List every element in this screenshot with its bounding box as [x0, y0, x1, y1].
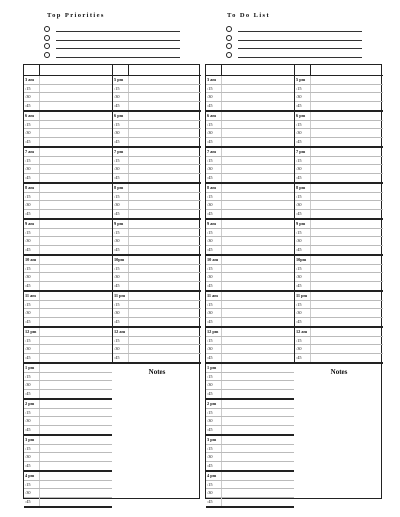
quarter-slot[interactable]: :45 [206, 462, 294, 471]
quarter-slot[interactable]: :45 [24, 390, 112, 399]
planner-column-morning [206, 65, 294, 508]
hour-block [206, 400, 294, 436]
quarter-slot[interactable]: :30 [24, 237, 112, 246]
checkbox-circle-icon[interactable] [44, 43, 50, 49]
quarter-slot[interactable]: :30 [295, 237, 383, 246]
quarter-slot[interactable]: :15 [24, 85, 112, 94]
quarter-slot[interactable]: :15 [113, 193, 201, 202]
quarter-slot[interactable]: :30 [113, 273, 201, 282]
quarter-slot[interactable]: :45 [24, 246, 112, 255]
hour-block [113, 76, 201, 112]
hour-label[interactable]: 9 am [206, 220, 294, 229]
quarter-slot[interactable]: :30 [206, 129, 294, 138]
hour-block [295, 256, 383, 292]
quarter-slot[interactable]: :15 [206, 85, 294, 94]
quarter-slot[interactable]: :30 [295, 93, 383, 102]
hour-block [206, 76, 294, 112]
hour-label[interactable]: 11 am [24, 292, 112, 301]
hour-label[interactable]: 4 pm [24, 472, 112, 481]
hour-label[interactable]: 10 am [206, 256, 294, 265]
hour-block [295, 220, 383, 256]
quarter-slot[interactable]: :15 [206, 265, 294, 274]
quarter-slot[interactable]: :15 [295, 193, 383, 202]
hour-label[interactable]: 6 am [24, 112, 112, 121]
hour-label[interactable]: 6 pm [113, 112, 201, 121]
column-header-band [295, 65, 383, 76]
quarter-slot[interactable]: :45 [24, 462, 112, 471]
hour-label[interactable]: 12 am [295, 328, 383, 337]
quarter-slot[interactable]: :30 [24, 381, 112, 390]
hour-block [113, 112, 201, 148]
hour-block [206, 184, 294, 220]
hour-label[interactable]: 8 am [206, 184, 294, 193]
hour-label[interactable]: 4 pm [206, 472, 294, 481]
hour-label[interactable]: 11 pm [295, 292, 383, 301]
quarter-slot[interactable]: :45 [206, 282, 294, 291]
hour-block [206, 328, 294, 364]
hour-block [295, 76, 383, 112]
quarter-slot[interactable]: :30 [206, 309, 294, 318]
quarter-slot[interactable]: :45 [113, 246, 201, 255]
quarter-slot[interactable]: :45 [24, 210, 112, 219]
hour-block [206, 112, 294, 148]
hour-label[interactable]: 7 pm [295, 148, 383, 157]
hour-label[interactable]: 3 pm [206, 436, 294, 445]
quarter-slot[interactable]: :30 [206, 165, 294, 174]
hour-block [295, 328, 383, 364]
hour-block [24, 292, 112, 328]
hour-label[interactable]: 11 pm [113, 292, 201, 301]
notes-title: Notes [148, 368, 166, 376]
quarter-slot[interactable]: :45 [206, 210, 294, 219]
quarter-slot[interactable]: :15 [206, 157, 294, 166]
hour-label[interactable]: 7 am [206, 148, 294, 157]
hour-block [24, 400, 112, 436]
hour-label[interactable]: 6 am [206, 112, 294, 121]
checkbox-circle-icon[interactable] [226, 43, 232, 49]
hour-label[interactable]: 2 pm [206, 400, 294, 409]
quarter-slot[interactable]: :45 [295, 138, 383, 147]
quarter-slot[interactable]: :30 [206, 201, 294, 210]
planner-column-evening [294, 65, 383, 376]
quarter-slot[interactable]: :15 [295, 85, 383, 94]
hour-block [206, 292, 294, 328]
quarter-slot[interactable]: :45 [24, 138, 112, 147]
checkbox-circle-icon[interactable] [44, 26, 50, 32]
hour-block [113, 184, 201, 220]
checkbox-circle-icon[interactable] [226, 52, 232, 58]
quarter-slot[interactable]: :30 [24, 345, 112, 354]
quarter-slot[interactable]: :30 [295, 273, 383, 282]
checkbox-circle-icon[interactable] [44, 35, 50, 41]
quarter-slot[interactable]: :45 [206, 174, 294, 183]
quarter-slot[interactable]: :15 [295, 301, 383, 310]
hour-label[interactable]: 9 pm [295, 220, 383, 229]
hour-block [24, 148, 112, 184]
quarter-slot[interactable]: :45 [24, 426, 112, 435]
hour-block [24, 184, 112, 220]
hour-block [206, 256, 294, 292]
quarter-slot[interactable]: :30 [113, 93, 201, 102]
quarter-slot[interactable]: :30 [113, 345, 201, 354]
hour-label[interactable]: 8 pm [295, 184, 383, 193]
todo-line[interactable] [238, 31, 362, 32]
checkbox-circle-icon[interactable] [226, 35, 232, 41]
hour-label[interactable]: 10pm [295, 256, 383, 265]
column-header-band [113, 65, 201, 76]
quarter-slot[interactable]: :15 [206, 481, 294, 490]
quarter-slot[interactable]: :45 [113, 210, 201, 219]
quarter-slot[interactable]: :30 [113, 309, 201, 318]
quarter-slot[interactable]: :45 [24, 354, 112, 363]
quarter-slot[interactable]: :45 [206, 138, 294, 147]
quarter-slot[interactable]: :45 [206, 498, 294, 507]
quarter-slot[interactable]: :15 [113, 229, 201, 238]
hour-label[interactable]: 3 am [206, 76, 294, 85]
priority-line[interactable] [56, 57, 180, 58]
quarter-slot[interactable]: :30 [24, 93, 112, 102]
priority-line[interactable] [56, 48, 180, 49]
hour-block [24, 364, 112, 400]
quarter-slot[interactable]: :45 [113, 282, 201, 291]
hour-label[interactable]: 2 pm [24, 400, 112, 409]
quarter-slot[interactable]: :15 [206, 193, 294, 202]
planner-column-morning [24, 65, 112, 508]
quarter-slot[interactable]: :45 [24, 318, 112, 327]
hour-block [113, 292, 201, 328]
quarter-slot[interactable]: :45 [295, 102, 383, 111]
hour-block [295, 148, 383, 184]
quarter-slot[interactable]: :15 [113, 85, 201, 94]
hour-block [113, 148, 201, 184]
quarter-slot[interactable]: :45 [295, 282, 383, 291]
quarter-slot[interactable]: :30 [206, 489, 294, 498]
quarter-slot[interactable]: :30 [24, 165, 112, 174]
hour-label[interactable]: 10pm [113, 256, 201, 265]
quarter-slot[interactable]: :15 [24, 121, 112, 130]
hour-block [113, 328, 201, 364]
quarter-slot[interactable]: :15 [206, 409, 294, 418]
hour-label[interactable]: 3 pm [24, 436, 112, 445]
quarter-slot[interactable]: :45 [206, 354, 294, 363]
quarter-slot[interactable]: :30 [206, 417, 294, 426]
checkbox-circle-icon[interactable] [226, 26, 232, 32]
quarter-slot[interactable]: :45 [24, 498, 112, 507]
hour-block [206, 220, 294, 256]
quarter-slot[interactable]: :15 [206, 229, 294, 238]
quarter-slot[interactable]: :30 [24, 201, 112, 210]
quarter-slot[interactable]: :30 [295, 309, 383, 318]
hour-label[interactable]: 8 pm [113, 184, 201, 193]
hour-label[interactable]: 12 pm [24, 328, 112, 337]
hour-block [24, 220, 112, 256]
quarter-slot[interactable]: :30 [113, 237, 201, 246]
column-header-band [24, 65, 112, 76]
quarter-slot[interactable]: :45 [24, 174, 112, 183]
hour-label[interactable]: 11 am [206, 292, 294, 301]
hour-block [24, 472, 112, 508]
quarter-slot[interactable]: :30 [24, 129, 112, 138]
quarter-slot[interactable]: :30 [24, 417, 112, 426]
quarter-slot[interactable]: :15 [24, 265, 112, 274]
hour-block [24, 256, 112, 292]
priority-line[interactable] [56, 40, 180, 41]
quarter-slot[interactable]: :30 [206, 453, 294, 462]
quarter-slot[interactable]: :45 [206, 318, 294, 327]
quarter-slot[interactable]: :15 [206, 445, 294, 454]
quarter-slot[interactable]: :45 [295, 174, 383, 183]
quarter-slot[interactable]: :45 [113, 102, 201, 111]
quarter-slot[interactable]: :15 [113, 121, 201, 130]
quarter-slot[interactable]: :30 [113, 165, 201, 174]
planner-left [23, 64, 200, 504]
hour-block [206, 148, 294, 184]
hour-label[interactable]: 12 pm [206, 328, 294, 337]
hour-label[interactable]: 6 pm [295, 112, 383, 121]
hour-block [206, 436, 294, 472]
quarter-slot[interactable]: :30 [295, 165, 383, 174]
hour-label[interactable]: 10 am [24, 256, 112, 265]
priority-line[interactable] [56, 31, 180, 32]
quarter-slot[interactable]: :15 [113, 301, 201, 310]
quarter-slot[interactable]: :15 [206, 373, 294, 382]
hour-block [113, 256, 201, 292]
hour-label[interactable]: 3 am [24, 76, 112, 85]
hour-block [295, 292, 383, 328]
quarter-slot[interactable]: :45 [295, 318, 383, 327]
planner-right [205, 64, 382, 504]
quarter-slot[interactable]: :15 [113, 337, 201, 346]
quarter-slot[interactable]: :30 [24, 273, 112, 282]
quarter-slot[interactable]: :15 [24, 373, 112, 382]
quarter-slot[interactable]: :30 [24, 453, 112, 462]
quarter-slot[interactable]: :15 [24, 481, 112, 490]
hour-label[interactable]: 7 am [24, 148, 112, 157]
quarter-slot[interactable]: :15 [206, 337, 294, 346]
quarter-slot[interactable]: :45 [295, 246, 383, 255]
notes-area[interactable] [113, 363, 201, 504]
quarter-slot[interactable]: :45 [24, 102, 112, 111]
quarter-slot[interactable]: :45 [206, 390, 294, 399]
hour-block [24, 436, 112, 472]
hour-label[interactable]: 5 pm [113, 76, 201, 85]
quarter-slot[interactable]: :15 [24, 337, 112, 346]
quarter-slot[interactable]: :15 [24, 301, 112, 310]
hour-block [113, 220, 201, 256]
hour-label[interactable]: 12 am [113, 328, 201, 337]
hour-block [206, 364, 294, 400]
todo-row[interactable] [226, 51, 366, 61]
hour-block [295, 112, 383, 148]
priority-row[interactable] [44, 51, 184, 61]
hour-label[interactable]: 1 pm [24, 364, 112, 373]
quarter-slot[interactable]: :45 [113, 318, 201, 327]
hour-block [24, 112, 112, 148]
quarter-slot[interactable]: :30 [206, 345, 294, 354]
checkbox-circle-icon[interactable] [44, 52, 50, 58]
quarter-slot[interactable]: :30 [295, 129, 383, 138]
quarter-slot[interactable]: :15 [295, 121, 383, 130]
quarter-slot[interactable]: :15 [295, 157, 383, 166]
hour-label[interactable]: 9 am [24, 220, 112, 229]
column-header-band [206, 65, 294, 76]
quarter-slot[interactable]: :45 [206, 102, 294, 111]
quarter-slot[interactable]: :45 [295, 210, 383, 219]
quarter-slot[interactable]: :30 [295, 201, 383, 210]
quarter-slot[interactable]: :30 [113, 201, 201, 210]
quarter-slot[interactable]: :30 [295, 345, 383, 354]
hour-block [24, 328, 112, 364]
quarter-slot[interactable]: :15 [295, 229, 383, 238]
hour-label[interactable]: 7 pm [113, 148, 201, 157]
quarter-slot[interactable]: :15 [206, 301, 294, 310]
quarter-slot[interactable]: :15 [24, 157, 112, 166]
quarter-slot[interactable]: :30 [24, 309, 112, 318]
quarter-slot[interactable]: :15 [295, 337, 383, 346]
quarter-slot[interactable]: :15 [24, 409, 112, 418]
todo-line[interactable] [238, 40, 362, 41]
quarter-slot[interactable]: :15 [24, 193, 112, 202]
notes-title: Notes [330, 368, 348, 376]
quarter-slot[interactable]: :15 [295, 265, 383, 274]
quarter-slot[interactable]: :45 [206, 426, 294, 435]
hour-block [24, 76, 112, 112]
todo-line[interactable] [238, 48, 362, 49]
hour-label[interactable]: 1 pm [206, 364, 294, 373]
quarter-slot[interactable]: :45 [113, 138, 201, 147]
notes-area[interactable] [295, 363, 383, 504]
quarter-slot[interactable]: :30 [206, 273, 294, 282]
quarter-slot[interactable]: :30 [206, 381, 294, 390]
quarter-slot[interactable]: :30 [206, 237, 294, 246]
quarter-slot[interactable]: :45 [24, 282, 112, 291]
quarter-slot[interactable]: :15 [113, 265, 201, 274]
quarter-slot[interactable]: :15 [113, 157, 201, 166]
to-do-list-heading: To Do List [227, 12, 271, 19]
todo-line[interactable] [238, 57, 362, 58]
quarter-slot[interactable]: :15 [24, 229, 112, 238]
quarter-slot[interactable]: :15 [24, 445, 112, 454]
quarter-slot[interactable]: :45 [113, 354, 201, 363]
top-priorities-heading: Top Priorities [47, 12, 105, 19]
quarter-slot[interactable]: :45 [206, 246, 294, 255]
quarter-slot[interactable]: :45 [295, 354, 383, 363]
quarter-slot[interactable]: :15 [206, 121, 294, 130]
quarter-slot[interactable]: :45 [113, 174, 201, 183]
hour-label[interactable]: 8 am [24, 184, 112, 193]
hour-block [206, 472, 294, 508]
planner-column-evening [112, 65, 201, 376]
quarter-slot[interactable]: :30 [113, 129, 201, 138]
quarter-slot[interactable]: :30 [24, 489, 112, 498]
quarter-slot[interactable]: :30 [206, 93, 294, 102]
hour-label[interactable]: 9 pm [113, 220, 201, 229]
hour-block [295, 184, 383, 220]
hour-label[interactable]: 5 pm [295, 76, 383, 85]
